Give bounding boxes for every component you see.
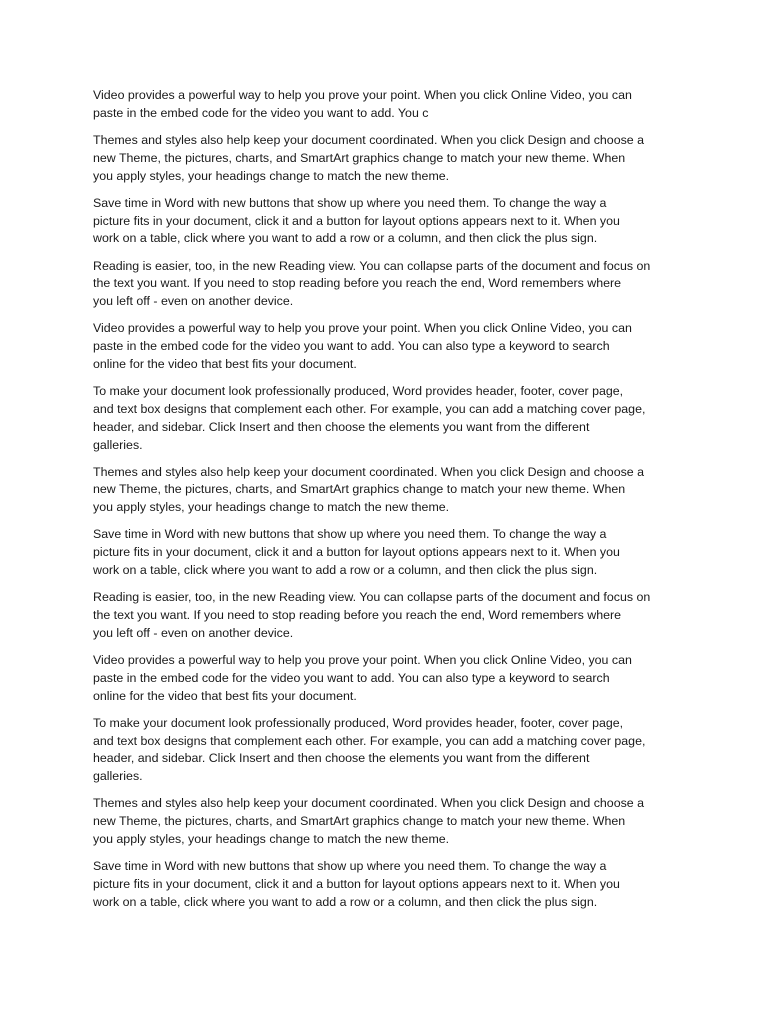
paragraph-5: Video provides a powerful way to help you prove your point. When you click Online Video, you can paste in the embed code for the video you want to add. You can also type a keyword to search online for the video that best fits your document. (93, 321, 632, 371)
paragraph-6: To make your document look professionally produced, Word provides header, footer, cover page, and text box designs that complement each other. For example, you can add a matching cover page, header, and sidebar. Click Insert and then choose the elements you want from the different galleries. (93, 384, 646, 452)
paragraph-7: Themes and styles also help keep your document coordinated. When you click Design and choose a new Theme, the pictures, charts, and SmartArt graphics change to match your new theme. When you apply styles, your headings change to match the new theme. (93, 464, 645, 515)
paragraph-12: Themes and styles also help keep your document coordinated. When you click Design and choose a new Theme, the pictures, charts, and SmartArt graphics change to match your new theme. When you apply styles, your headings change to match the new theme. (93, 796, 645, 846)
document-page (93, 87, 693, 921)
paragraph-13: Save time in Word with new buttons that show up where you need them. To change the way a picture fits in your document, click it and a button for layout options appears next to it. When you work on a table, click where you want to add a row or a column, and then click the plus sign. (93, 859, 620, 909)
paragraph-11: To make your document look professionally produced, Word provides header, footer, cover page, and text box designs that complement each other. For example, you can add a matching cover page, header, and sidebar. Click Insert and then choose the elements you want from the different galleries. (93, 715, 646, 784)
paragraph-1: Video provides a powerful way to help you prove your point. When you click Online Video, you can paste in the embed code for the video you want to add. You c (93, 88, 632, 120)
paragraph-4: Reading is easier, too, in the new Reading view. You can collapse parts of the document and focus on the text you want. If you need to stop reading before you reach the end, Word remembers where you left off - even on another device. (93, 258, 651, 309)
paragraph-8: Save time in Word with new buttons that show up where you need them. To change the way a picture fits in your document, click it and a button for layout options appears next to it. When you work on a table, click where you want to add a row or a column, and then click the plus sign. (93, 527, 620, 578)
paragraph-9: Reading is easier, too, in the new Reading view. You can collapse parts of the document and focus on the text you want. If you need to stop reading before you reach the end, Word remembers where you left off - even on another device. (93, 590, 651, 640)
paragraph-2: Themes and styles also help keep your document coordinated. When you click Design and choose a new Theme, the pictures, charts, and SmartArt graphics change to match your new theme. When you apply styles, your headings change to match the new theme. (93, 132, 645, 183)
paragraph-3: Save time in Word with new buttons that show up where you need them. To change the way a picture fits in your document, click it and a button for layout options appears next to it. When you work on a table, click where you want to add a row or a column, and then click the plus sign. (93, 195, 620, 246)
paragraph-10: Video provides a powerful way to help you prove your point. When you click Online Video, you can paste in the embed code for the video you want to add. You can also type a keyword to search online for the video that best fits your document. (93, 653, 632, 703)
